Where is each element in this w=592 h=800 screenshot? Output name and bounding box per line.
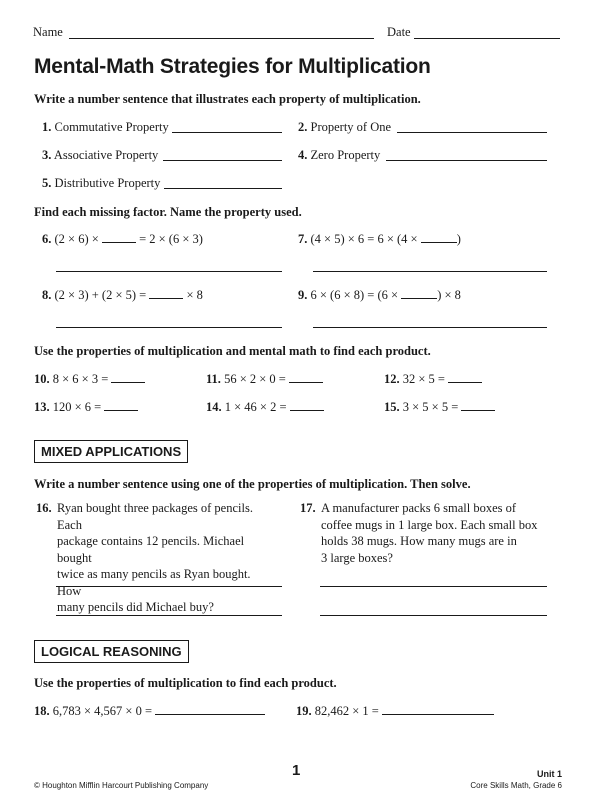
logical-reasoning-heading: LOGICAL REASONING — [34, 640, 189, 663]
property-line-6[interactable] — [56, 271, 282, 272]
answer-line-3[interactable] — [163, 160, 282, 161]
item-8: 8. (2 × 3) + (2 × 5) = × 8 — [42, 288, 203, 302]
blank-12[interactable] — [448, 382, 482, 383]
item-2: 2. Property of One — [298, 120, 392, 134]
item-18: 18. 6,783 × 4,567 × 0 = — [34, 704, 265, 719]
date-label: Date — [387, 25, 411, 39]
unit-label: Unit 1 — [536, 769, 562, 779]
name-label: Name — [33, 25, 63, 39]
answer-line-5[interactable] — [164, 188, 282, 189]
answer-line-1[interactable] — [172, 132, 282, 133]
book-label: Core Skills Math, Grade 6 — [470, 781, 562, 790]
property-line-8[interactable] — [56, 327, 282, 328]
answer-line-17a[interactable] — [320, 586, 547, 587]
section2-instruction: Find each missing factor. Name the property used. — [34, 205, 302, 219]
blank-19[interactable] — [382, 714, 494, 715]
page-title: Mental-Math Strategies for Multiplication — [34, 55, 431, 78]
item-7: 7. (4 × 5) × 6 = 6 × (4 × ) — [298, 232, 461, 246]
mixed-instruction: Write a number sentence using one of the properties of multiplication. Then solve. — [34, 477, 471, 491]
item-11: 11. 56 × 2 × 0 = — [206, 372, 323, 387]
page-number: 1 — [292, 762, 301, 779]
blank-15[interactable] — [461, 410, 495, 411]
date-field[interactable] — [414, 38, 560, 39]
item-13: 13. 120 × 6 = — [34, 400, 138, 415]
blank-13[interactable] — [104, 410, 138, 411]
mixed-applications-heading: MIXED APPLICATIONS — [34, 440, 188, 463]
copyright: © Houghton Mifflin Harcourt Publishing Company — [34, 781, 209, 790]
logical-instruction: Use the properties of multiplication to find each product. — [34, 676, 337, 690]
blank-11[interactable] — [289, 382, 323, 383]
item-1: 1. Commutative Property — [42, 120, 169, 134]
item-9: 9. 6 × (6 × 8) = (6 × ) × 8 — [298, 288, 461, 302]
section3-instruction: Use the properties of multiplication and mental math to find each product. — [34, 344, 431, 358]
item-5: 5. Distributive Property — [42, 176, 161, 190]
answer-line-2[interactable] — [397, 132, 547, 133]
answer-line-17b[interactable] — [320, 615, 547, 616]
blank-8[interactable] — [149, 298, 183, 299]
blank-18[interactable] — [155, 714, 265, 715]
blank-10[interactable] — [111, 382, 145, 383]
item-4: 4. Zero Property — [298, 148, 381, 162]
blank-9[interactable] — [401, 298, 437, 299]
name-field[interactable] — [69, 38, 374, 39]
question-16: 16. Ryan bought three packages of pencils. Each package contains 12 pencils. Michael bought twice as many pencils as Ryan bought. How many pencils did Michael buy? — [36, 501, 253, 614]
answer-line-16a[interactable] — [56, 586, 282, 587]
section1-instruction: Write a number sentence that illustrates each property of multiplication. — [34, 92, 421, 106]
item-14: 14. 1 × 46 × 2 = — [206, 400, 324, 415]
item-12: 12. 32 × 5 = — [384, 372, 482, 387]
answer-line-4[interactable] — [386, 160, 547, 161]
blank-7[interactable] — [421, 242, 457, 243]
property-line-7[interactable] — [313, 271, 547, 272]
blank-14[interactable] — [290, 410, 324, 411]
item-3: 3. Associative Property — [42, 148, 159, 162]
answer-line-16b[interactable] — [56, 615, 282, 616]
item-19: 19. 82,462 × 1 = — [296, 704, 494, 719]
question-17: 17. A manufacturer packs 6 small boxes of coffee mugs in 1 large box. Each small box holds 38 mugs. How many mugs are in 3 large boxes? — [300, 501, 538, 565]
item-10: 10. 8 × 6 × 3 = — [34, 372, 145, 387]
item-15: 15. 3 × 5 × 5 = — [384, 400, 495, 415]
blank-6[interactable] — [102, 242, 136, 243]
property-line-9[interactable] — [313, 327, 547, 328]
item-6: 6. (2 × 6) × = 2 × (6 × 3) — [42, 232, 203, 246]
